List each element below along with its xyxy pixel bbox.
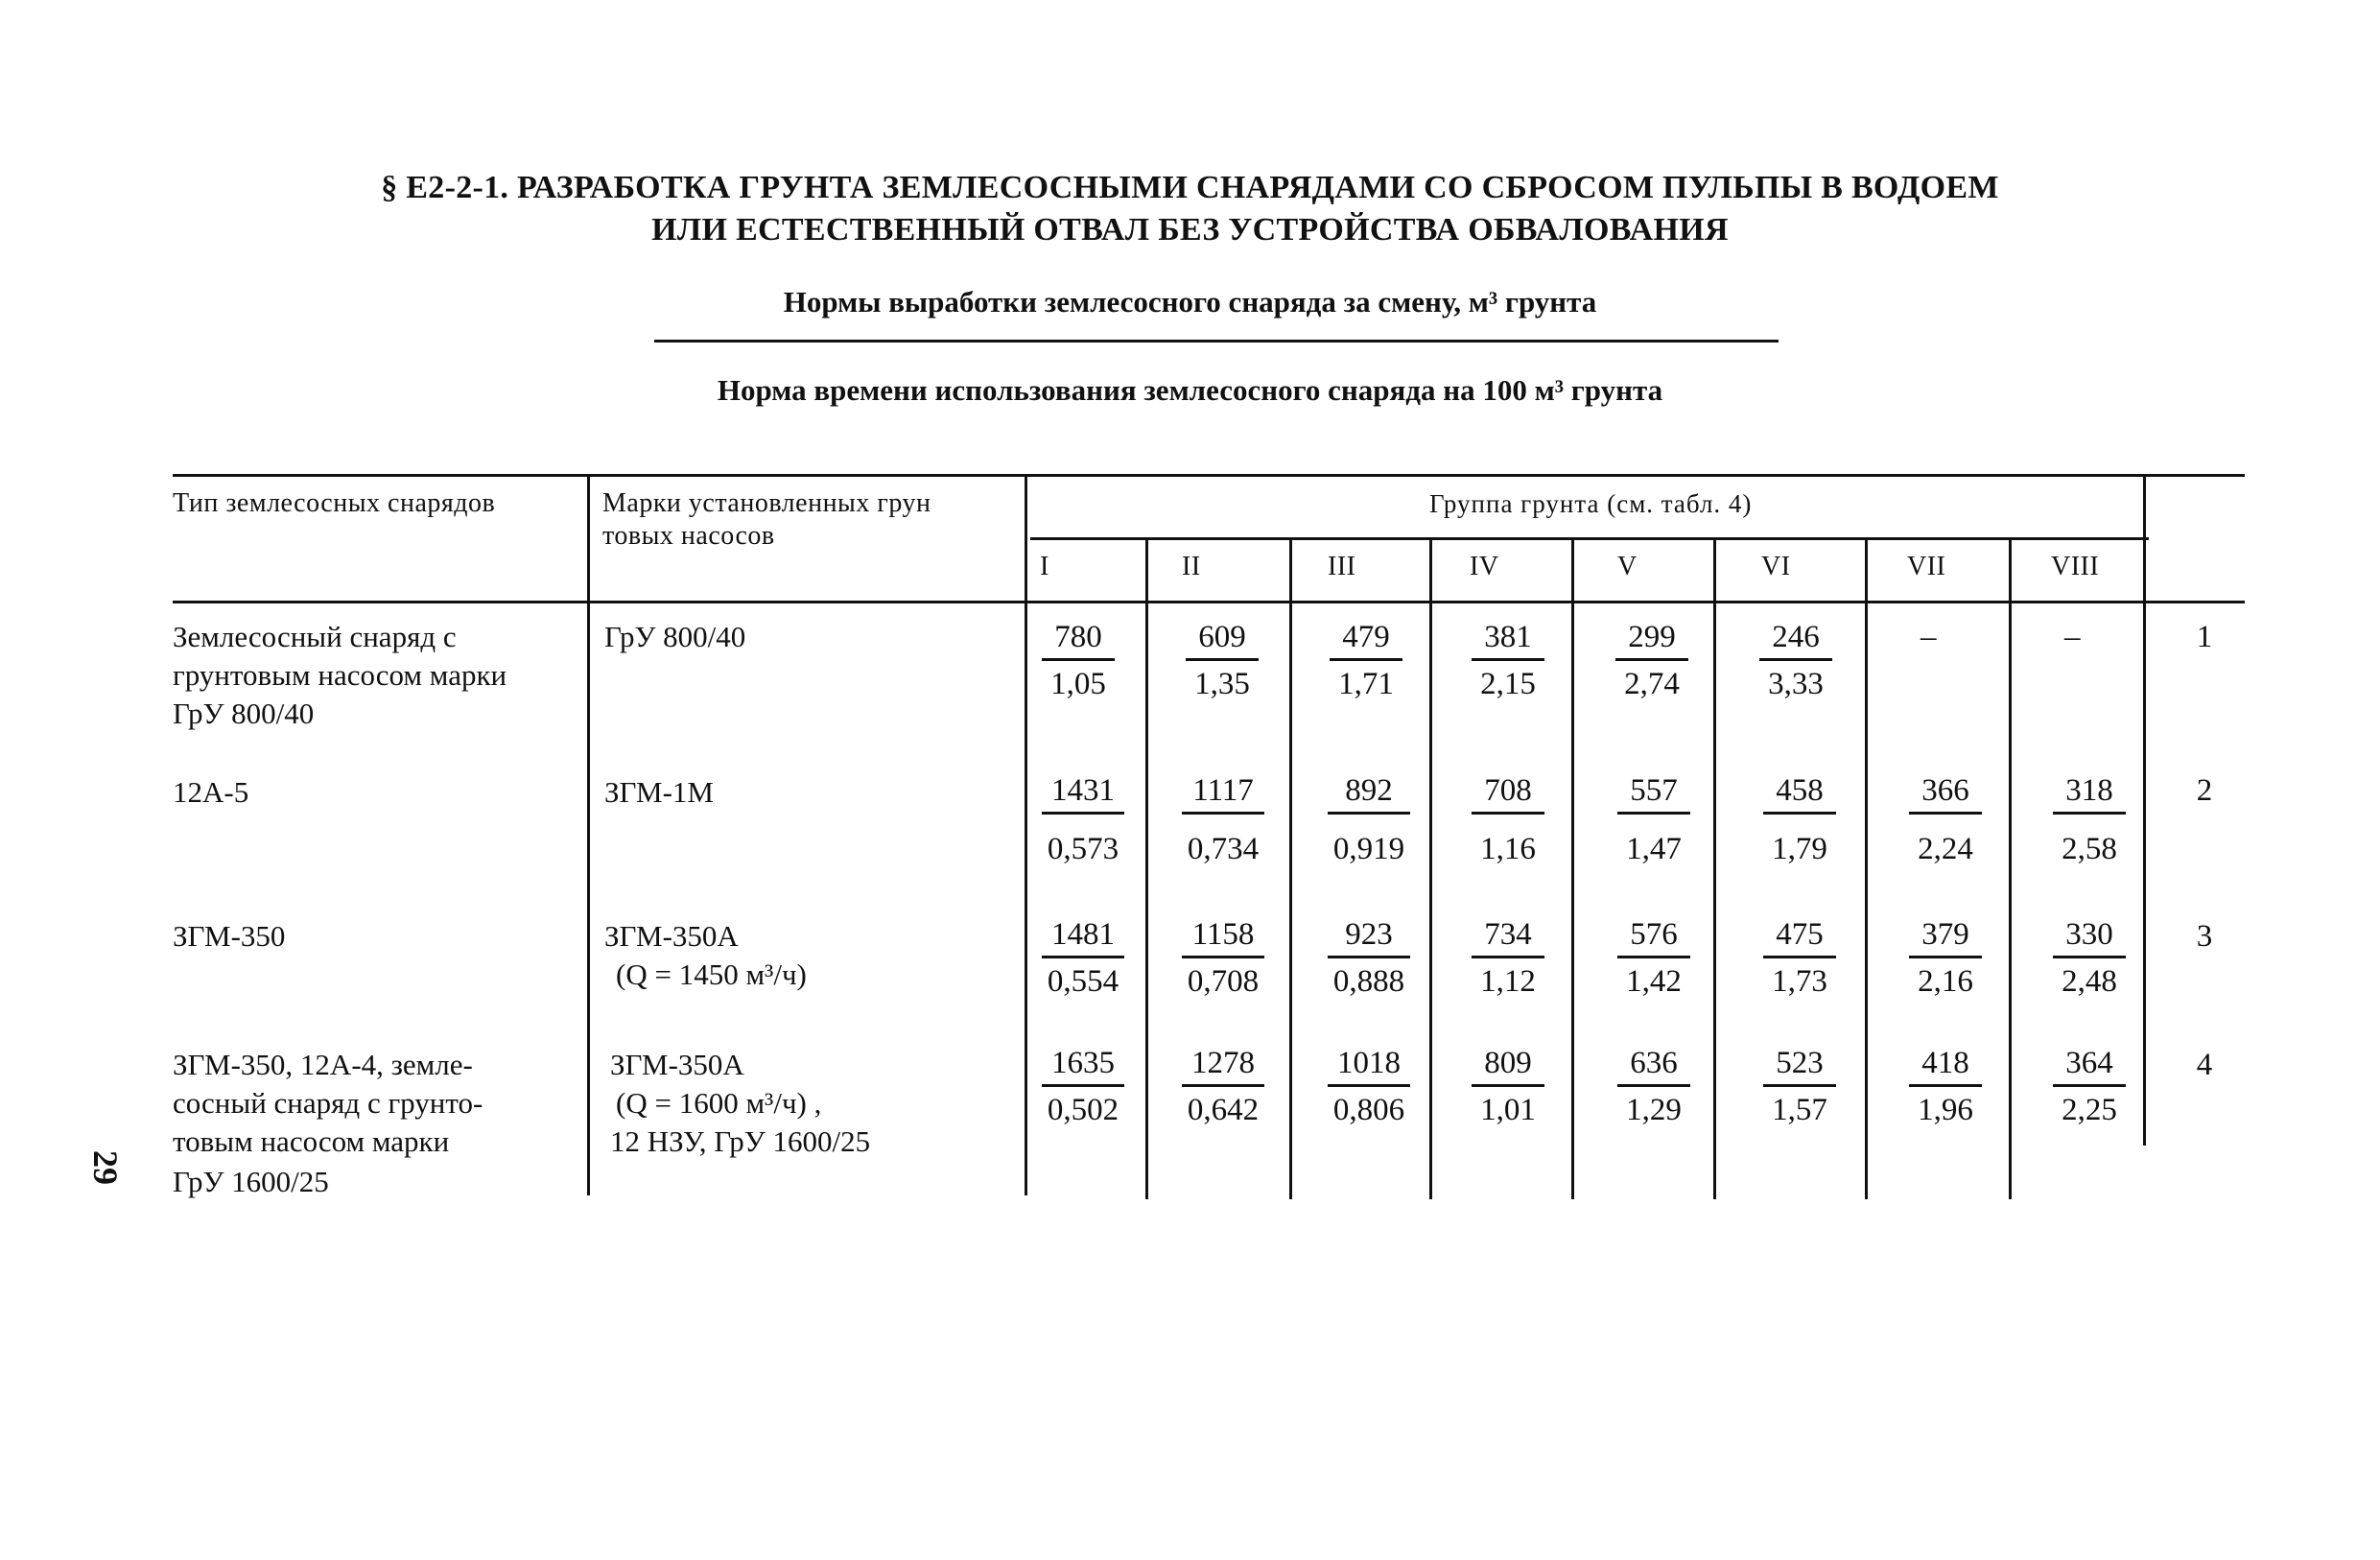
header-pumps-line2: товых насосов [602,521,775,551]
row2-value-viii: 318 2,58 [2053,771,2126,868]
col-divider-iv [1429,537,1432,1199]
row4-value-viii: 364 2,25 [2053,1044,2126,1129]
section-title-line1: § Е2-2-1. РАЗРАБОТКА ГРУНТА ЗЕМЛЕСОСНЫМИ СНАРЯДАМИ СО СБРОСОМ ПУЛЬПЫ В ВОДОЕМ [381,170,1999,205]
row1-pump-line1: ГрУ 800/40 [604,620,746,653]
row3-number: 3 [2196,919,2213,954]
row1-type-line2: грунтовым насосом марки [173,658,507,692]
row1-value-vi: 246 3,33 [1759,618,1832,703]
col-divider-vi [1713,537,1716,1199]
header-group-i: I [1040,552,1049,581]
page-number: 29 [86,1150,125,1185]
row4-type-line3: товым насосом марки [173,1124,450,1158]
row2-number: 2 [2196,773,2213,808]
header-pumps-line1: Марки установленных грун [602,488,931,518]
row4-value-v: 636 1,29 [1617,1044,1690,1129]
header-type: Тип землесосных снарядов [173,488,496,518]
header-group-iv: IV [1470,552,1499,581]
output-norm-caption: Нормы выработки землесосного снаряда за смену, м³ грунта [783,285,1597,319]
row3-value-vii: 379 2,16 [1909,915,1982,1001]
col-divider-type [587,474,590,1195]
header-bottom-rule [173,601,2245,603]
header-group-iii: III [1328,552,1356,581]
row3-type-line1: ЗГМ-350 [173,919,286,953]
row2-value-vi: 458 1,79 [1763,771,1836,868]
row1-value-v: 299 2,74 [1615,618,1688,703]
col-divider-rownum [2143,474,2146,1146]
col-divider-pumps [1025,474,1027,1195]
row4-value-iv: 809 1,01 [1472,1044,1544,1129]
row4-type-line2: сосный снаряд с грунто- [173,1086,483,1120]
row4-pump-line3: 12 НЗУ, ГрУ 1600/25 [610,1124,871,1158]
time-norm-caption: Норма времени использования землесосного снаряда на 100 м³ грунта [717,373,1663,407]
row2-value-iv: 708 1,16 [1472,771,1544,868]
row3-pump-line1: ЗГМ-350А [604,919,739,953]
header-group-vi: VI [1761,552,1791,581]
section-title-line2: ИЛИ ЕСТЕСТВЕННЫЙ ОТВАЛ БЕЗ УСТРОЙСТВА ОБВАЛОВАНИЯ [651,212,1729,248]
row1-value-i: 780 1,05 [1042,618,1115,703]
header-soil-group: Группа грунта (см. табл. 4) [1429,489,1753,518]
row4-value-vi: 523 1,57 [1763,1044,1836,1129]
row1-type-line3: ГрУ 800/40 [173,697,315,730]
header-group-v: V [1617,552,1638,581]
col-divider-v [1571,537,1574,1199]
row3-value-v: 576 1,42 [1617,915,1690,1001]
col-divider-vii [1865,537,1868,1199]
row2-value-v: 557 1,47 [1617,771,1690,868]
row1-value-ii: 609 1,35 [1186,618,1259,703]
row4-pump-line2: (Q = 1600 м³/ч) , [616,1086,822,1120]
row4-value-i: 1635 0,502 [1042,1044,1124,1129]
row1-value-vii: – [1920,620,1937,654]
row2-value-i: 1431 0,573 [1042,771,1124,868]
row2-value-ii: 1117 0,734 [1182,771,1264,868]
row2-value-iii: 892 0,919 [1328,771,1410,868]
row4-type-line1: ЗГМ-350, 12А-4, земле- [173,1048,473,1081]
row1-value-iv: 381 2,15 [1472,618,1544,703]
row1-number: 1 [2196,620,2213,654]
row3-value-vi: 475 1,73 [1763,915,1836,1001]
row3-value-ii: 1158 0,708 [1182,915,1264,1001]
row1-value-viii: – [2064,620,2081,654]
group-header-underline [1030,537,2149,540]
row4-number: 4 [2196,1048,2213,1082]
row4-type-line4: ГрУ 1600/25 [173,1165,329,1198]
caption-fraction-bar [654,340,1779,343]
row1-value-iii: 479 1,71 [1330,618,1402,703]
row4-pump-line1: ЗГМ-350А [610,1048,744,1081]
header-group-ii: II [1182,552,1201,581]
col-divider-viii [2009,537,2012,1199]
row2-value-vii: 366 2,24 [1909,771,1982,868]
row4-value-iii: 1018 0,806 [1328,1044,1410,1129]
row3-value-iv: 734 1,12 [1472,915,1544,1001]
row2-type-line1: 12А-5 [173,775,249,809]
row3-value-i: 1481 0,554 [1042,915,1124,1001]
row3-value-iii: 923 0,888 [1328,915,1410,1001]
row4-value-vii: 418 1,96 [1909,1044,1982,1129]
row3-value-viii: 330 2,48 [2053,915,2126,1001]
row3-pump-line2: (Q = 1450 м³/ч) [616,957,807,991]
col-divider-iii [1289,537,1292,1199]
header-group-viii: VIII [2051,552,2100,581]
table-top-rule [173,474,2245,477]
col-divider-ii [1145,537,1148,1199]
row2-pump-line1: ЗГМ-1М [604,775,714,809]
row4-value-ii: 1278 0,642 [1182,1044,1264,1129]
header-group-vii: VII [1907,552,1946,581]
row1-type-line1: Землесосный снаряд с [173,620,457,653]
